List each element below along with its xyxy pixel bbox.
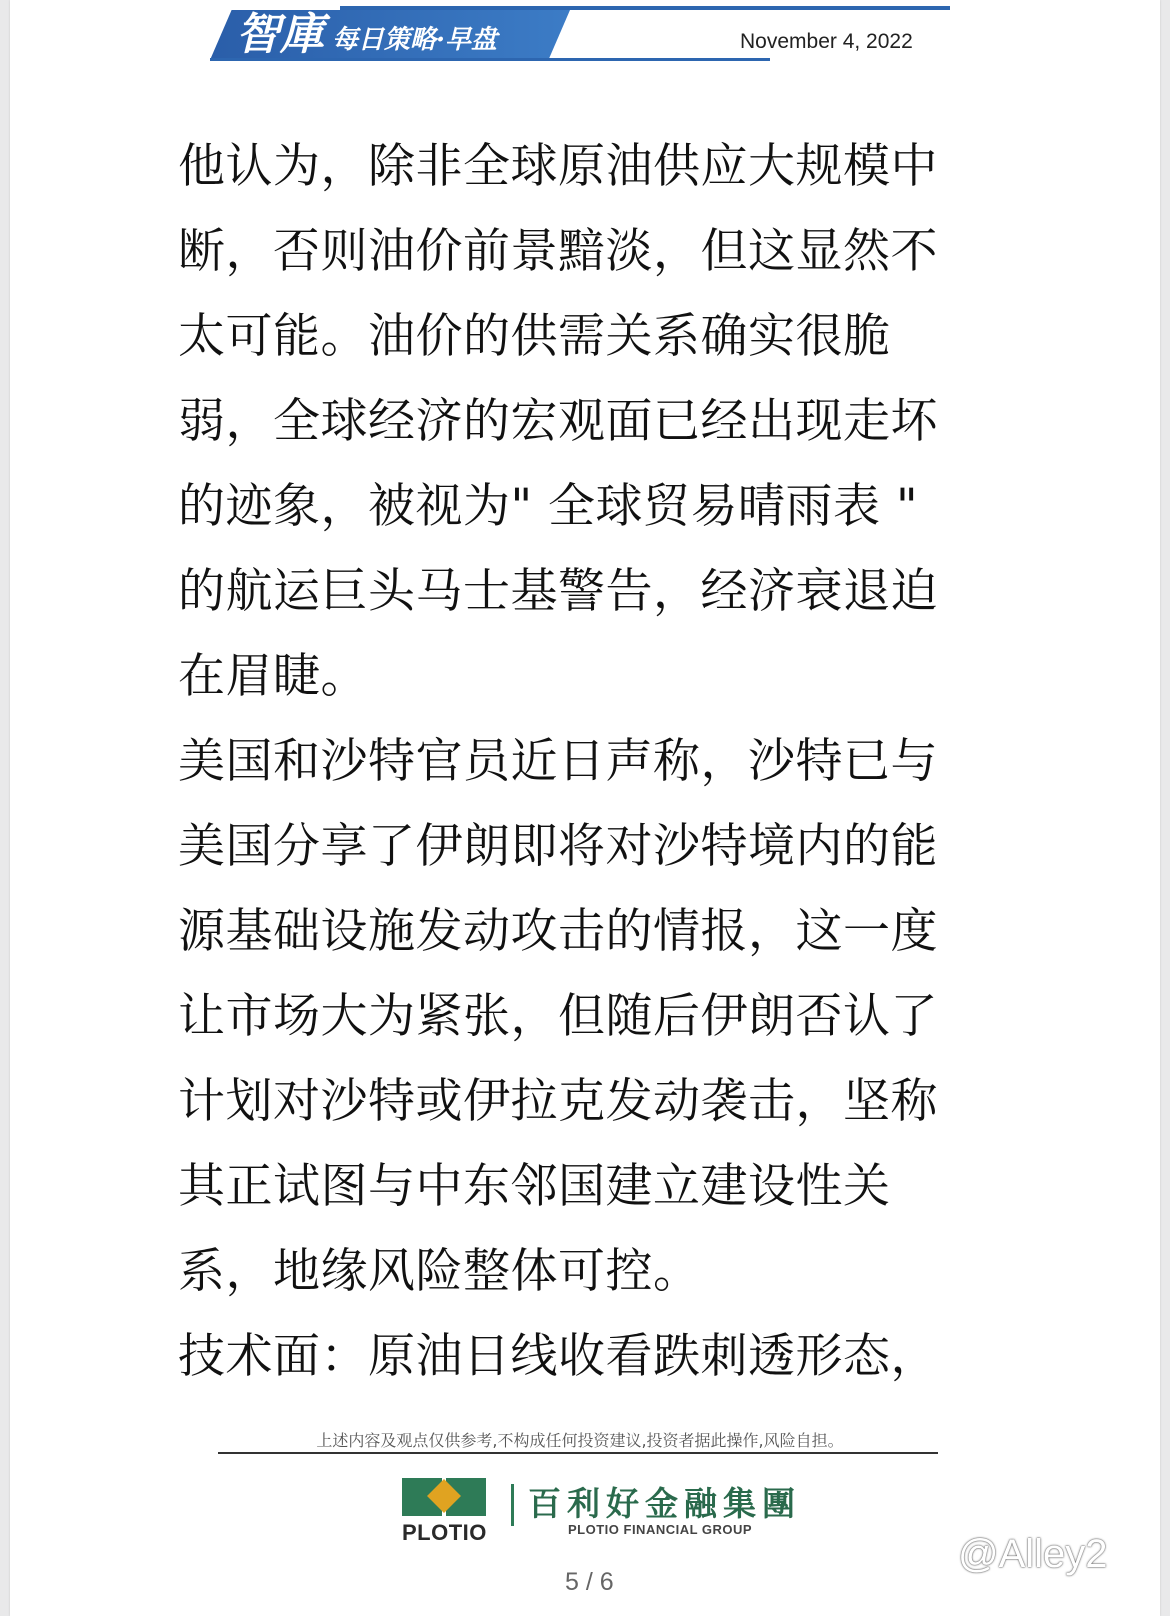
company-name-en: PLOTIO FINANCIAL GROUP [568,1522,753,1537]
text-line: 源基础设施发动攻击的情报，这一度 [178,904,938,959]
logo-divider [511,1484,514,1526]
brand-title: 智庫 [236,9,324,60]
text-line: 技术面：原油日线收看跌刺透形态， [178,1329,938,1384]
text-line: 的迹象，被视为" 全球贸易晴雨表 " [178,479,919,534]
banner-top-rule [340,6,950,10]
text-line: 让市场大为紧张，但随后伊朗否认了 [178,989,938,1044]
text-line: 在眉睫。 [178,649,368,704]
text-line: 太可能。油价的供需关系确实很脆 [178,309,891,364]
text-line: 弱，全球经济的宏观面已经出现走坏 [178,394,938,449]
company-logo-icon [402,1478,486,1516]
text-line: 计划对沙特或伊拉克发动袭击，坚称 [178,1074,938,1129]
brand-subtitle: 每日策略·早盘 [332,25,498,55]
text-line: 美国和沙特官员近日声称，沙特已与 [178,734,938,789]
disclaimer-text: 上述内容及观点仅供参考,不构成任何投资建议,投资者据此操作,风险自担。 [316,1431,844,1450]
company-name-cn: 百利好金融集團 [528,1484,801,1523]
text-line: 美国分享了伊朗即将对沙特境内的能 [178,819,938,874]
footer-divider [218,1452,938,1454]
text-line: 断，否则油价前景黯淡，但这显然不 [178,224,938,279]
article-body [178,124,988,1399]
logo-wordmark: PLOTIO [402,1520,487,1545]
text-line: 系，地缘风险整体可控。 [178,1244,701,1299]
text-line: 其正试图与中东邻国建立建设性关 [178,1159,891,1214]
text-line: 的航运巨头马士基警告，经济衰退迫 [178,564,938,619]
document-page [10,0,1160,1616]
page-number: 5 / 6 [565,1568,614,1596]
text-line: 他认为，除非全球原油供应大规模中 [178,139,938,194]
watermark: @Alley2 [958,1532,1108,1576]
report-date: November 4, 2022 [740,30,913,53]
